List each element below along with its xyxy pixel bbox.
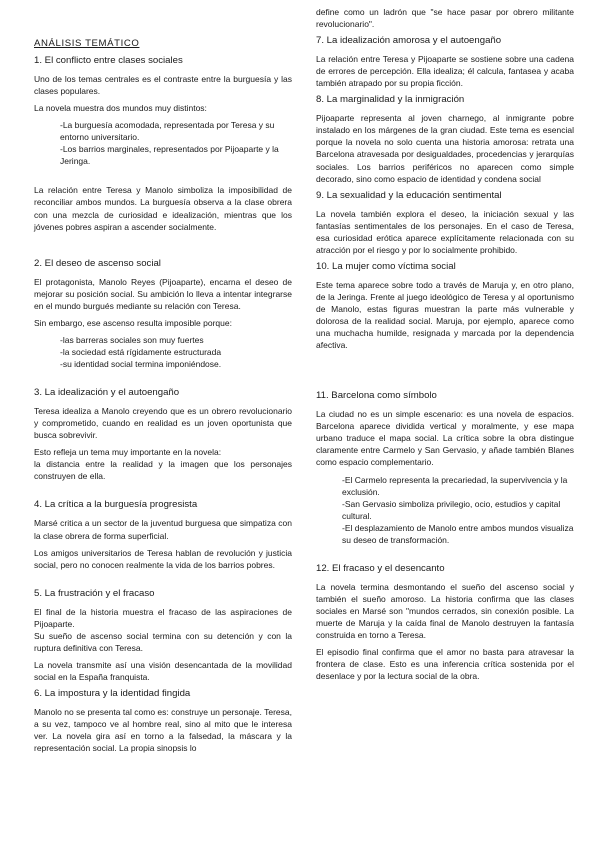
section-6 xyxy=(34,688,292,754)
paragraph: La novela transmite así una visión desencantada de la movilidad social en la España franquista. xyxy=(34,659,292,682)
paragraph: Pijoaparte representa al joven charnego, al inmigrante pobre instalado en los márgenes de la gran ciudad. Este tema es esencial porque la novela no solo cuenta una historia amorosa: retrata una Barcelona atravesada por desigualdades, procedencias y jerarquías sociales. Los barrios periféricos no aparecen como simple decorado, sino como espacio de identidad y condena social xyxy=(316,113,574,184)
section-8 xyxy=(316,94,574,184)
list-item: -San Gervasio simboliza privilegio, ocio, estudios y capital cultural. xyxy=(342,498,561,521)
section-10 xyxy=(316,261,574,351)
paragraph: El final de la historia muestra el fracaso de las aspiraciones de Pijoaparte. xyxy=(34,606,292,629)
section-heading: 9. La sexualidad y la educación sentimental xyxy=(316,189,502,201)
section-heading: 4. La crítica a la burguesía progresista xyxy=(34,499,198,511)
list-item: -las barreras sociales son muy fuertes xyxy=(60,334,204,345)
list-item: -El desplazamiento de Manolo entre ambos mundos visualiza su deseo de transformación. xyxy=(342,522,574,545)
paragraph: Teresa idealiza a Manolo creyendo que es un obrero revolucionario y comprometido, cuando en realidad es un joven oportunista que busca sobrevivir. xyxy=(34,406,292,441)
paragraph: La ciudad no es un simple escenario: es una novela de espacios. Barcelona aparece dividida vertical y moralmente, y ese mapa urbano traduce el mapa social. La crítica sobre la obra distingue claramente entre Carmelo y San Gervasio, y añade también Blanes como espacio complementario. xyxy=(316,409,574,468)
section-12 xyxy=(316,563,574,682)
section-5 xyxy=(34,588,292,683)
list-item: -La burguesía acomodada, representada por Teresa y su entorno universitario. xyxy=(60,120,275,143)
list-item: -la sociedad está rígidamente estructurada xyxy=(60,346,222,357)
list-item: -su identidad social termina imponiéndose. xyxy=(60,359,222,370)
section-heading: 11. Barcelona como símbolo xyxy=(316,390,437,402)
paragraph: Sin embargo, ese ascenso resulta imposible porque: xyxy=(34,317,232,328)
paragraph: La novela muestra dos mundos muy distintos: xyxy=(34,103,207,114)
left-column xyxy=(34,30,292,759)
paragraph: La relación entre Teresa y Pijoaparte se sostiene sobre una cadena de errores de percepción. Ella idealiza; él calcula, fantasea y acaba también atrapado por su propia ficción. xyxy=(316,54,574,89)
paragraph: El episodio final confirma que el amor no basta para atravesar la frontera de clase. Esto es una inferencia crítica sostenida por el desenlace y por la lectura social de la obra. xyxy=(316,647,574,682)
section-heading: 10. La mujer como víctima social xyxy=(316,260,456,272)
paragraph: Los amigos universitarios de Teresa hablan de revolución y justicia social, pero no conocen realmente la vida de los barrios pobres. xyxy=(34,547,292,570)
list xyxy=(34,119,292,167)
section-heading: 5. La frustración y el fracaso xyxy=(34,587,155,599)
list xyxy=(316,474,574,546)
section-heading: 12. El fracaso y el desencanto xyxy=(316,562,445,574)
paragraph: define como un ladrón que "se hace pasar por obrero militante revolucionario". xyxy=(316,7,574,30)
section-heading: 3. La idealización y el autoengaño xyxy=(34,387,180,399)
section-2 xyxy=(34,258,292,370)
paragraph: La novela también explora el deseo, la iniciación sexual y las fantasías sentimentales de los personajes. En el caso de Teresa, esa curiosidad erótica aparece explícitamente relacionada con su atracción por el riesgo y por lo socialmente prohibido. xyxy=(316,208,574,255)
list xyxy=(34,334,292,370)
paragraph: Marsé critica a un sector de la juventud burguesa que simpatiza con la clase obrera de forma superficial. xyxy=(34,518,292,541)
section-3 xyxy=(34,387,292,482)
paragraph: Su sueño de ascenso social termina con su detención y con la ruptura definitiva con Teresa. xyxy=(34,630,292,653)
section-heading: 6. La impostura y la identidad fingida xyxy=(34,688,191,700)
paragraph: Manolo no se presenta tal como es: construye un personaje. Teresa, a su vez, tampoco ve al hombre real, sino al mito que le interesa ver. La novela gira así en torno a la falsedad, la máscara y la representación social. La propia sinopsis lo xyxy=(34,707,292,754)
section-heading: 8. La marginalidad y la inmigración xyxy=(316,94,465,106)
page-title: ANÁLISIS TEMÁTICO xyxy=(34,38,140,49)
section-4 xyxy=(34,499,292,570)
right-column xyxy=(316,6,574,687)
paragraph: Esto refleja un tema muy importante en la novela: xyxy=(34,447,222,458)
section-1 xyxy=(34,55,292,233)
list-item: -El Carmelo representa la precariedad, la supervivencia y la exclusión. xyxy=(342,474,568,497)
paragraph: La relación entre Teresa y Manolo simboliza la imposibilidad de reconciliar ambos mundos. La burguesía observa a la clase obrera con una mezcla de curiosidad e idealización, mientras que los jóvenes pobres aspiran a ascender socialmente. xyxy=(34,185,292,232)
paragraph: Uno de los temas centrales es el contraste entre la burguesía y las clases populares. xyxy=(34,73,292,97)
paragraph: La novela termina desmontando el sueño del ascenso social y también el sueño amoroso. La historia confirma que las clases sociales en Marsé son "mundos cerrados, sin conexión posible. La muerte de Maruja y la caída final de Manolo destruyen la fantasía construida en torno a Teresa. xyxy=(316,581,574,641)
section-7 xyxy=(316,35,574,89)
section-heading: 1. El conflicto entre clases sociales xyxy=(34,55,183,66)
section-11 xyxy=(316,390,574,546)
paragraph: la distancia entre la realidad y la imagen que los personajes construyen de ella. xyxy=(34,459,292,482)
section-heading: 2. El deseo de ascenso social xyxy=(34,257,161,269)
paragraph: El protagonista, Manolo Reyes (Pijoaparte), encarna el deseo de mejorar su posición social. Su ambición lo lleva a intentar integrarse en el mundo burgués mediante su relación con Teresa. xyxy=(34,276,292,311)
paragraph: Este tema aparece sobre todo a través de Maruja y, en otro plano, de la Jeringa. Frente al juego ideológico de Teresa y al oportunismo de Manolo, estas figuras muestran la parte más vulnerable y dolorosa de la realidad social. Maruja, por ejemplo, aparece como una muchacha humilde, resignada y marcada por la dependencia afectiva. xyxy=(316,279,574,351)
list-item: -Los barrios marginales, representados por Pijoaparte y la Jeringa. xyxy=(60,144,279,167)
section-9 xyxy=(316,190,574,256)
section-heading: 7. La idealización amorosa y el autoengaño xyxy=(316,35,502,47)
